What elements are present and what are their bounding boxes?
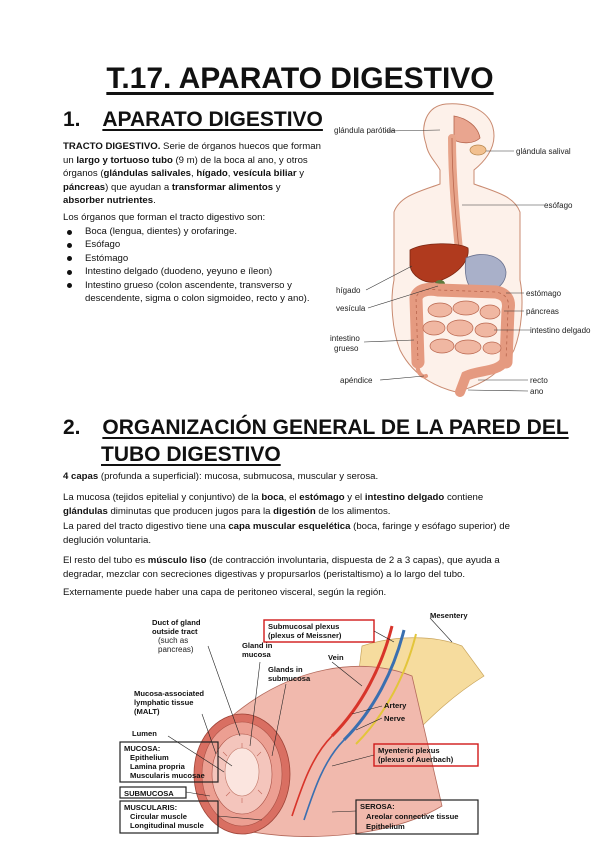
- text-run: de los alimentos.: [315, 505, 391, 517]
- text-run: , el: [283, 492, 300, 503]
- page-title: T.17. APARATO DIGESTIVO: [106, 62, 494, 95]
- digestive-system-figure: [328, 100, 591, 400]
- text-line: [63, 194, 325, 208]
- section-2-paragraph: [63, 554, 583, 581]
- section-2-title-line1: ORGANIZACIÓN GENERAL DE LA PARED DEL: [102, 416, 569, 439]
- organ-list-item-line: Esófago: [85, 239, 121, 251]
- bold-run: digestión: [273, 505, 316, 517]
- text-run: ) que ayudan a: [105, 181, 172, 193]
- text-line: [63, 520, 583, 534]
- label-duct-1: Duct of gland: [152, 618, 201, 627]
- label-epithelium: Epithelium: [130, 753, 169, 762]
- label-myenteric-2: (plexus of Auerbach): [378, 755, 454, 764]
- label-glands-submucosa-2: submucosa: [268, 674, 311, 683]
- label-duct-2: outside tract: [152, 627, 198, 636]
- text-run: ,: [227, 168, 234, 180]
- label-lamina-propria: Lamina propria: [130, 762, 185, 771]
- text-line: [63, 140, 325, 154]
- organ-list-item: [63, 225, 333, 238]
- bold-run: boca: [261, 492, 284, 503]
- bold-run: páncreas: [63, 181, 106, 193]
- bold-run: músculo liso: [147, 555, 207, 566]
- label-ano: ano: [530, 387, 544, 396]
- section-2-heading: [63, 414, 583, 468]
- label-lumen: Lumen: [132, 729, 157, 738]
- section-1-number: 1.: [63, 108, 81, 131]
- text-line: [63, 154, 325, 168]
- text-run: Serie de órganos huecos que forman: [160, 141, 321, 152]
- text-line: [63, 568, 583, 582]
- text-run: El resto del tubo es: [63, 555, 148, 566]
- section-2-title-line2: TUBO DIGESTIVO: [101, 443, 281, 466]
- organ-list-item-line: Intestino delgado (duodeno, yeyuno e íleon): [85, 266, 273, 278]
- text-run: degradar, mezclar con secreciones digestivas y propursarlos (peristaltismo) a lo largo del tubo.: [63, 568, 466, 580]
- label-submucosal-plexus-2: (plexus of Meissner): [268, 631, 342, 640]
- text-run: (boca, faringe y esófago superior) de: [350, 521, 510, 532]
- label-muscularis-mucosae: Muscularis mucosae: [130, 771, 205, 780]
- bold-run: TRACTO DIGESTIVO.: [63, 141, 161, 152]
- bold-run: estómago: [299, 492, 345, 503]
- organ-list-item: [63, 238, 333, 251]
- label-recto: recto: [530, 376, 548, 385]
- text-run: y: [273, 181, 281, 193]
- label-glandula-parotida: glándula parótida: [334, 126, 396, 135]
- label-myenteric-1: Myenteric plexus: [378, 746, 440, 755]
- label-intestino-delgado: intestino delgado: [530, 326, 591, 335]
- text-line: [63, 554, 583, 568]
- label-serosa-epithelium: Epithelium: [366, 822, 405, 831]
- label-mucosa: MUCOSA:: [124, 744, 161, 753]
- text-run: diminutas que producen jugos para la: [107, 505, 274, 517]
- bold-run: glándulas salivales: [103, 168, 191, 180]
- text-line: [63, 470, 583, 484]
- label-malt-3: (MALT): [134, 707, 160, 716]
- text-run: (profunda a superficial): mucosa, submucosa, muscular y serosa.: [98, 471, 379, 482]
- text-run: ,: [191, 168, 197, 180]
- organ-list-item: [63, 252, 333, 265]
- text-run: órganos (: [63, 168, 104, 180]
- label-vesicula: vesícula: [336, 304, 366, 313]
- organ-list-item-line: Intestino grueso (colon ascendente, transverso y: [85, 279, 292, 291]
- section-2-number: 2.: [63, 416, 81, 439]
- text-line: [63, 534, 583, 548]
- text-run: y: [296, 168, 305, 180]
- text-line: [63, 586, 583, 600]
- label-vein: Vein: [328, 653, 344, 662]
- section-2-paragraph: [63, 491, 583, 518]
- organs-list: [63, 225, 333, 305]
- label-submucosa: SUBMUCOSA: [124, 789, 174, 798]
- bold-run: transformar alimentos: [171, 181, 274, 193]
- section-2-paragraph: [63, 520, 583, 547]
- label-serosa: SEROSA:: [360, 802, 395, 811]
- label-pancreas: páncreas: [526, 307, 559, 316]
- label-glands-submucosa-1: Glands in: [268, 665, 303, 674]
- label-mesentery: Mesentery: [430, 611, 468, 620]
- organ-list-item-line: Boca (lengua, dientes) y orofaringe.: [85, 226, 237, 237]
- bold-run: glándulas: [63, 505, 108, 517]
- section-2-paragraph: [63, 470, 583, 484]
- label-malt-1: Mucosa-associated: [134, 689, 205, 698]
- organ-list-item-line: Estómago: [85, 252, 129, 264]
- text-line: [63, 181, 325, 195]
- label-intestino-grueso-2: grueso: [334, 344, 359, 353]
- text-run: (9 m) de la boca al ano, y otros: [172, 154, 308, 166]
- text-line: [63, 167, 325, 181]
- text-run: contiene: [444, 492, 484, 503]
- text-run: La pared del tracto digestivo tiene una: [63, 521, 229, 532]
- label-muscularis: MUSCULARIS:: [124, 803, 178, 812]
- label-areolar: Areolar connective tissue: [366, 812, 459, 821]
- label-submucosal-plexus-1: Submucosal plexus: [268, 622, 340, 631]
- organs-intro: Los órganos que forman el tracto digestivo son:: [63, 212, 266, 223]
- label-glandula-salival: glándula salival: [516, 147, 571, 156]
- text-run: Externamente puede haber una capa de peritoneo visceral, según la región.: [63, 587, 387, 598]
- bold-run: hígado: [196, 168, 228, 180]
- label-duct-3: (such as: [158, 636, 189, 645]
- bold-run: largo y tortuoso tubo: [76, 154, 173, 166]
- label-artery: Artery: [384, 701, 407, 710]
- text-run: .: [153, 195, 156, 207]
- text-run: (de contracción involuntaria, dispuesta de 2 a 3 capas), que ayuda a: [206, 555, 500, 566]
- text-line: [63, 505, 583, 519]
- section-1-title: APARATO DIGESTIVO: [102, 108, 323, 131]
- label-longitudinal-muscle: Longitudinal muscle: [130, 821, 204, 830]
- section-2-paragraph: [63, 586, 583, 600]
- bold-run: capa muscular esquelética: [228, 521, 351, 532]
- label-gland-mucosa-2: mucosa: [242, 650, 271, 659]
- bold-run: absorber nutrientes: [63, 195, 154, 207]
- tracto-digestivo-paragraph: [63, 140, 325, 208]
- label-duct-4: pancreas): [158, 645, 194, 654]
- bold-run: vesícula biliar: [233, 168, 297, 180]
- label-estomago: estómago: [526, 289, 562, 298]
- label-malt-2: lymphatic tissue: [134, 698, 194, 707]
- section-1-heading: [63, 108, 323, 132]
- organ-list-item: [63, 279, 333, 306]
- organ-list-item: [63, 265, 333, 278]
- text-run: un: [63, 154, 77, 166]
- label-esofago: esófago: [544, 201, 573, 210]
- text-run: deglución voluntaria.: [63, 534, 152, 546]
- text-line: [63, 491, 583, 505]
- label-intestino-grueso-1: intestino: [330, 334, 360, 343]
- label-nerve: Nerve: [384, 714, 406, 723]
- digestive-wall-figure: [112, 606, 492, 842]
- label-apendice: apéndice: [340, 376, 373, 385]
- label-circular-muscle: Circular muscle: [130, 812, 187, 821]
- label-higado: hígado: [336, 286, 361, 295]
- label-gland-mucosa-1: Gland in: [242, 641, 273, 650]
- bold-run: intestino delgado: [364, 492, 445, 503]
- organ-list-item-line: descendente, sigma o colon sigmoideo, recto y ano).: [85, 293, 310, 305]
- bold-run: 4 capas: [63, 471, 99, 482]
- text-run: La mucosa (tejidos epitelial y conjuntivo) de la: [63, 492, 262, 503]
- text-run: y el: [344, 492, 365, 503]
